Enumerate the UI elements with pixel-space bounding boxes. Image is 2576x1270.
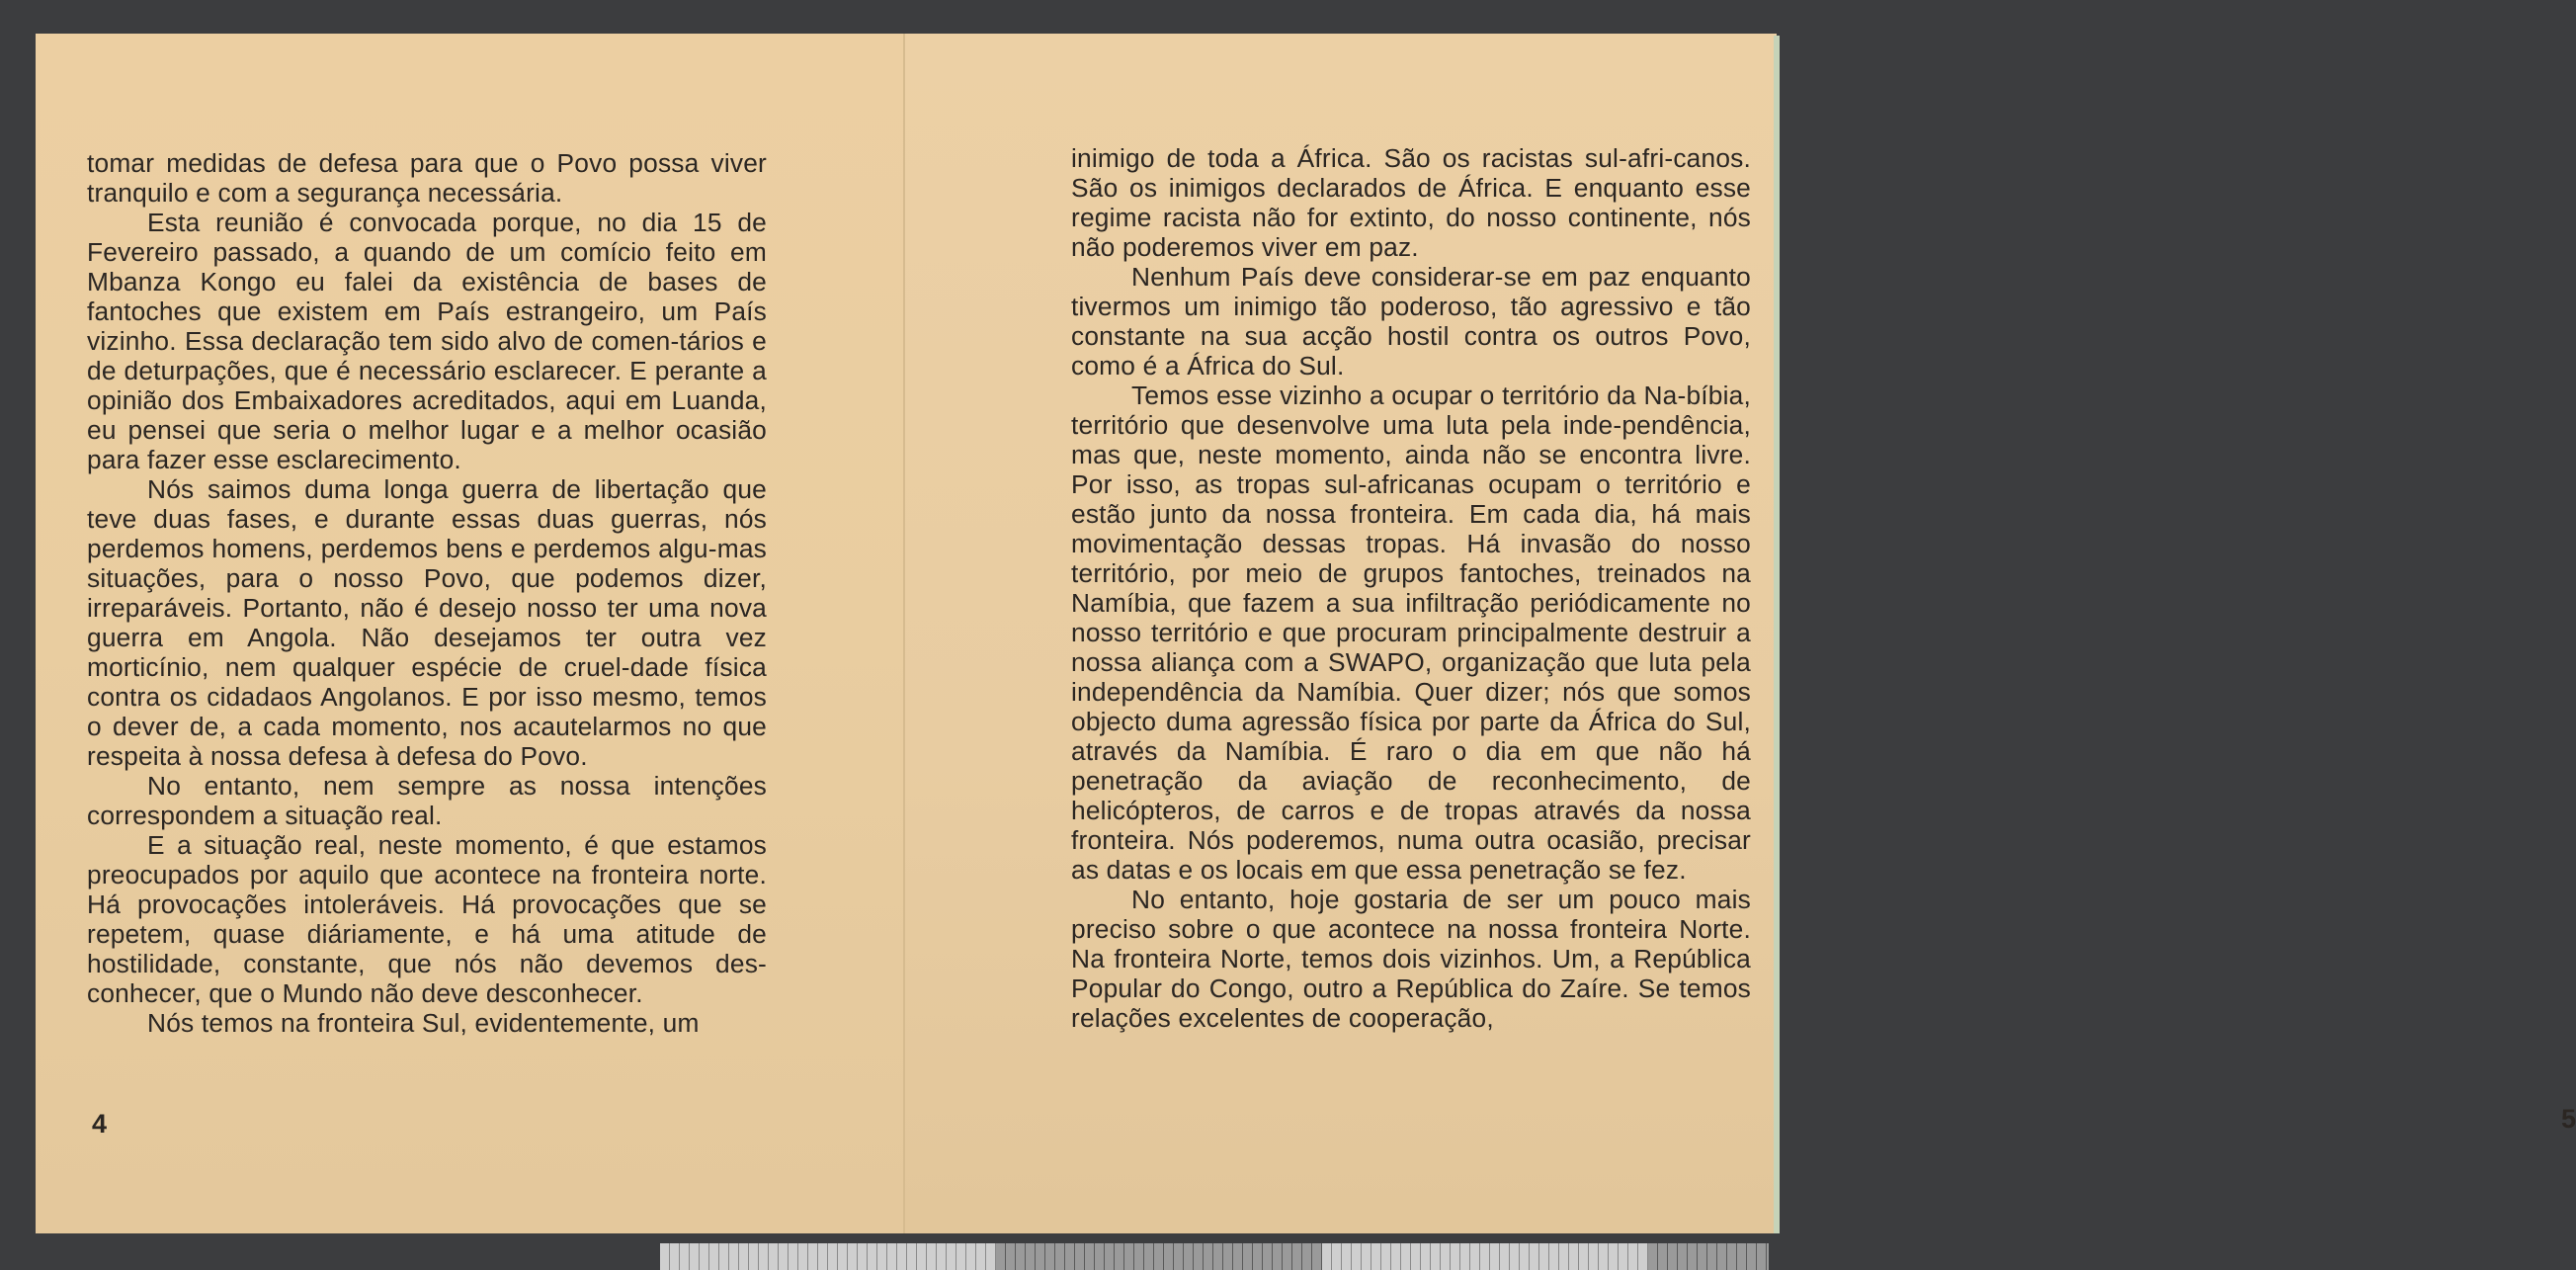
left-paragraph-6: Nós temos na fronteira Sul, evidentemente, um — [147, 1008, 700, 1038]
left-page — [36, 34, 905, 1233]
left-paragraph-1: tomar medidas de defesa para que o Povo possa viver tranquilo e com a segurança necessária. — [87, 148, 767, 208]
left-paragraph-3: Nós saimos duma longa guerra de libertação que teve duas fases, e durante essas duas guerras, nós perdemos homens, perdemos bens e perdemos algu-mas situações, para o nosso Povo, que podemos dizer, irreparáveis. Portanto, não é desejo nosso ter uma nova guerra em Angola. Não desejamos ter outra vez morticínio, nem qualquer espécie de cruel-dade física contra os cidadaos Angolanos. E por isso mesmo, temos o dever de, a cada momento, nos acautelarmos no que respeita à nossa defesa à defesa do Povo. — [87, 474, 767, 771]
right-paragraph-4: No entanto, hoje gostaria de ser um pouco mais preciso sobre o que acontece na nossa fronteira Norte. Na fronteira Norte, temos dois vizinhos. Um, a República Popular do Congo, outro a República do Zaíre. Se temos relações excelentes de cooperação, — [1071, 885, 1751, 1033]
book-spread — [36, 34, 2576, 1233]
right-paragraph-3: Temos esse vizinho a ocupar o território da Na-bíbia, território que desenvolve uma luta pela inde-pendência, mas que, neste momento, ainda não se encontra livre. Por isso, as tropas sul-africanas ocupam o território e estão junto da nossa fronteira. Em cada dia, há mais movimentação dessas tropas. Há invasão do nosso território, por meio de grupos fantoches, treinados na Namíbia, que fazem a sua infiltração periódicamente no nosso território e que procuram principalmente destruir a nossa aliança com a SWAPO, organização que luta pela independência da Namíbia. Quer dizer; nós que somos objecto duma agressão física por parte da África do Sul, através da Namíbia. É raro o dia em que não há penetração da aviação de reconhecimento, de helicópteros, de carros e de tropas através da nossa fronteira. Nós poderemos, numa outra ocasião, precisar as datas e os locais em que essa penetração se fez. — [1071, 381, 1751, 885]
left-paragraph-5: E a situação real, neste momento, é que estamos preocupados por aquilo que acontece na fronteira norte. Há provocações intoleráveis. Há provocações que se repetem, quase diáriamente, e há uma atitude de hostilidade, constante, que nós não devemos des-conhecer, que o Mundo não deve desconhecer. — [87, 830, 767, 1008]
right-paragraph-2: Nenhum País deve considerar-se em paz enquanto tivermos um inimigo tão poderoso, tão agressivo e tão constante na sua acção hostil contra os outros Povo, como é a África do Sul. — [1071, 262, 1751, 381]
page-number-left: 4 — [92, 1109, 108, 1139]
page-number-right: 5 — [2561, 1104, 2576, 1134]
cover-edge — [1774, 36, 1780, 1233]
left-paragraph-2: Esta reunião é convocada porque, no dia 15 de Fevereiro passado, a quando de um comício feito em Mbanza Kongo eu falei da existência de bases de fantoches que existem em País estrangeiro, um País vizinho. Essa declaração tem sido alvo de comen-tários e de deturpações, que é necessário esclarecer. E perante a opinião dos Embaixadores acreditados, aqui em Luanda, eu pensei que seria o melhor lugar e a melhor ocasião para fazer esse esclarecimento. — [87, 208, 767, 474]
ruler-dark-segment — [1648, 1243, 1769, 1270]
ruler-dark-segment — [996, 1243, 1322, 1270]
right-page-text — [1071, 143, 1751, 1033]
right-paragraph-1: inimigo de toda a África. São os racistas sul-afri-canos. São os inimigos declarados de África. E enquanto esse regime racista não for extinto, do nosso continente, nós não poderemos viver em paz. — [1071, 143, 1751, 262]
left-paragraph-4: No entanto, nem sempre as nossa intenções correspondem a situação real. — [87, 771, 767, 830]
scale-ruler — [660, 1243, 1769, 1270]
right-page — [905, 34, 2576, 1233]
left-page-text — [87, 148, 767, 1038]
